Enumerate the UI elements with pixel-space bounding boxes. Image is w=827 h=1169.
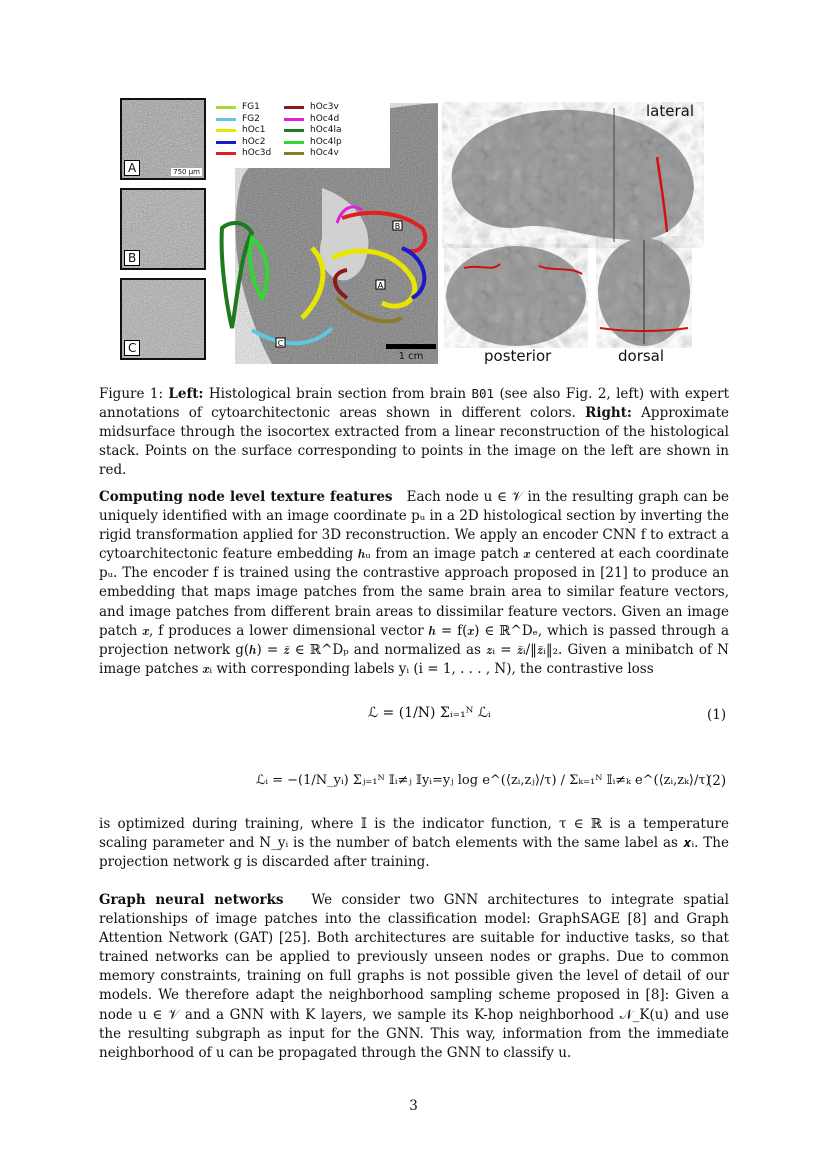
section-body-node-features: Each node u ∈ 𝒱 in the resulting graph can be uniquely identified with an image coordinate pᵤ in a 2D histological section by inverting the rigid transformation applied for 3D reconstruction. We apply an encoder CNN f to extract a cytoarchitectonic feature embedding 𝒉ᵤ from an image patch 𝒙 centered at each coordinate pᵤ. The encoder f is trained using the contrastive approach proposed in [21] to produce an embedding that maps image patches from the same brain area to similar feature vectors, and image patches from different brain areas to dissimilar feature vectors. Given an image patch 𝒙, f produces a lower dimensional vector 𝒉 = f(𝒙) ∈ ℝ^Dₑ, which is passed through a projection network g(𝒉) = 𝒛̃ ∈ ℝ^Dₚ and normalized as 𝒛ᵢ = 𝒛̃ᵢ/‖𝒛̃ᵢ‖₂. Given a minibatch of N image patches 𝒙ᵢ with corresponding labels yᵢ (i = 1, . . . , N), the contrastive loss — [99, 489, 729, 677]
page-number: 3 — [409, 1098, 418, 1114]
legend-item-hoc4v: hOc4v — [284, 148, 342, 160]
brain-lateral-view — [442, 102, 704, 248]
paragraph-after-equations: is optimized during training, where 𝕀 is the indicator function, τ ∈ ℝ is a temperature scaling parameter and N_yᵢ is the number of batch elements with the same label as 𝒙ᵢ. The projection network g is discarded after training. — [99, 816, 729, 871]
patch-a-label: A — [124, 160, 140, 176]
view-label-lateral: lateral — [646, 102, 694, 120]
brain-dorsal-view — [596, 236, 692, 348]
patch-b-label: B — [124, 250, 140, 266]
figure-caption: Figure 1: Left: Histological brain section from brain B01 (see also Fig. 2, left) with expert annotations of cytoarchitectonic areas shown in different colors. Right: Approximate midsurface through the isocortex extracted from a linear reconstruction of the histological stack. Points on the surface corresponding to points in the image on the left are shown in red. — [99, 386, 729, 479]
legend-item-hoc3v: hOc3v — [284, 102, 342, 114]
view-label-dorsal: dorsal — [618, 347, 665, 365]
patch-c-label: C — [124, 340, 140, 356]
legend-item-hoc4d: hOc4d — [284, 114, 342, 126]
caption-prefix: Figure 1: — [99, 386, 163, 402]
legend-item-hoc1: hOc1 — [216, 125, 271, 137]
caption-left-label: Left: — [168, 386, 204, 402]
equation-2: ℒᵢ = −(1/N_yᵢ) Σⱼ₌₁ᴺ 𝕀ᵢ≠ⱼ 𝕀yᵢ=yⱼ log e^(⟨zᵢ,zⱼ⟩/τ) / Σₖ₌₁ᴺ 𝕀ᵢ≠ₖ e^(⟨zᵢ,zₖ⟩/τ) — [256, 773, 711, 788]
section-marker-c: C — [277, 339, 284, 348]
section-marker-a: A — [377, 281, 384, 290]
caption-right-label: Right: — [585, 405, 632, 422]
legend — [212, 98, 390, 168]
brain-posterior-view — [444, 244, 588, 348]
section-scale-bar — [386, 344, 436, 362]
legend-item-hoc4lp: hOc4lp — [284, 137, 342, 149]
legend-item-hoc3d: hOc3d — [216, 148, 271, 160]
section-node-features — [99, 488, 729, 679]
caption-brain-id: B01 — [471, 386, 495, 401]
legend-item-hoc2: hOc2 — [216, 137, 271, 149]
equation-2-number: (2) — [707, 773, 727, 789]
patch-b — [120, 188, 206, 270]
patch-c — [120, 278, 206, 360]
view-label-posterior: posterior — [484, 347, 552, 365]
section-scale-label: 1 cm — [398, 351, 424, 362]
figure-1 — [118, 96, 708, 368]
section-heading-gnn: Graph neural networks — [99, 892, 284, 908]
section-heading-node-features: Computing node level texture features — [99, 489, 393, 505]
equation-1: ℒ = (1/N) Σᵢ₌₁ᴺ ℒᵢ — [368, 705, 491, 721]
patch-a — [120, 98, 206, 180]
legend-item-fg2: FG2 — [216, 114, 271, 126]
section-gnn — [99, 891, 729, 1063]
legend-item-fg1: FG1 — [216, 102, 271, 114]
equation-1-number: (1) — [707, 707, 727, 723]
legend-item-hoc4la: hOc4la — [284, 125, 342, 137]
section-marker-b: B — [394, 222, 401, 231]
section-body-gnn: We consider two GNN architectures to integrate spatial relationships of image patches into the classification model: GraphSAGE [8] and Graph Attention Network (GAT) [25]. Both architectures are suitable for inductive tasks, so that trained networks can be applied to previously unseen nodes or graphs. Due to common memory constraints, training on full graphs is not possible given the level of detail of our models. We therefore adapt the neighborhood sampling scheme proposed in [8]: Given a node u ∈ 𝒱 and a GNN with K layers, we sample its K-hop neighborhood 𝒩_K(u) and use the resulting subgraph as input for the GNN. This way, information from the immediate neighborhood of u can be propagated through the GNN to classify u. — [99, 892, 729, 1061]
patch-scale-label: 750 μm — [173, 168, 200, 176]
